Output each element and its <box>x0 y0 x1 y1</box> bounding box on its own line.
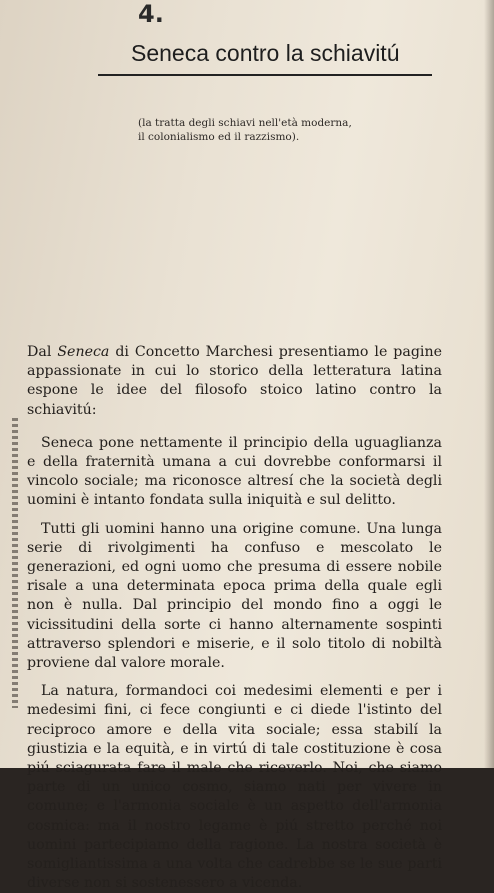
title-underline <box>98 74 432 76</box>
intro-paragraph <box>27 343 442 420</box>
intro-before: Dal <box>27 344 58 360</box>
epigraph <box>138 116 408 144</box>
chapter-title: Seneca contro la schiavitú <box>131 40 400 66</box>
epigraph-line: il colonialismo ed il razzismo). <box>138 131 300 143</box>
quote-paragraph-2: Tutti gli uomini hanno una origine comune. Una lunga serie di rivolgimenti ha confuso e mescolato le generazioni, ed ogni uomo che presuma di essere nobile risale a una determinata epoca prima della quale egli non è nulla. Dal principio del mondo fino a oggi le vicissitudini della sorte ci hanno alternamente sospinti attraverso splendori e miserie, e il solo titolo di nobiltà proviene dal valore morale. <box>27 520 442 672</box>
page-edge-shadow <box>484 0 494 768</box>
epigraph-line: (la tratta degli schiavi nell'età moderna, <box>138 117 352 129</box>
chapter-number: 4. <box>138 0 164 28</box>
work-title: Seneca <box>57 344 110 360</box>
quoted-passage <box>27 434 442 893</box>
quote-paragraph-3: La natura, formandoci coi medesimi elementi e per i medesimi fini, ci fece congiunti e ci diede l'istinto del reciproco amore e della vita sociale; essa stabilí la giustizia e la equità, e in virtú di tale costituzione è cosa piú sciagurata fare il male che riceverlo. Noi, che siamo parte di un unico cosmo, siamo nati per vivere in comune; e l'armonia sociale è un aspetto dell'armonia cosmica: ma il nostro legame è piú stretto perché noi uomini partecipiamo della ragione. La nostra società è somigliantissima a una volta che cadrebbe se le sue parti diverse non si sostenessero a vicenda. <box>27 683 442 892</box>
quote-paragraph-1: Seneca pone nettamente il principio della uguaglianza e della fraternità umana a cui dovrebbe conformarsi il vincolo sociale; ma riconosce altresí che la società degli uomini è intanto fondata sulla iniquità e sul delitto. <box>27 434 442 509</box>
intro-after: di Concetto Marchesi presentiamo le pagine appassionate in cui lo storico della letteratura latina espone le idee del filosofo stoico latino contro la schiavitú: <box>27 344 442 418</box>
quotation-margin-bar <box>12 418 18 708</box>
body-text <box>27 343 442 893</box>
